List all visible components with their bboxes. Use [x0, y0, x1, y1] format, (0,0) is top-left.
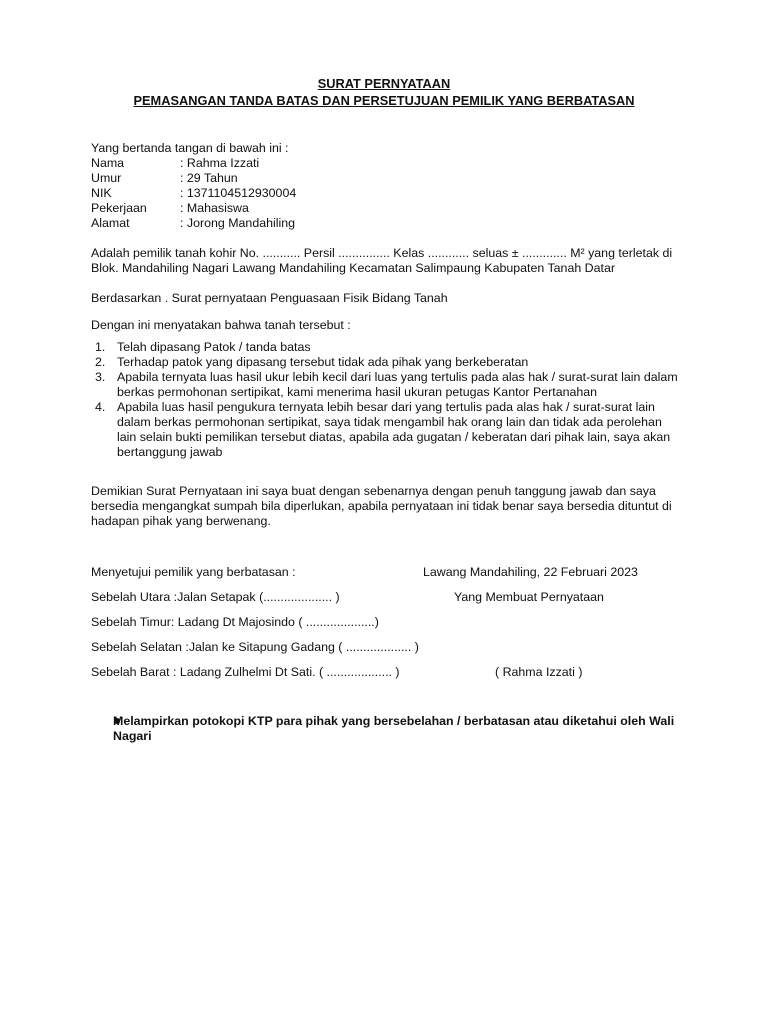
identity-value: : 29 Tahun — [180, 171, 238, 185]
identity-label: NIK — [91, 186, 112, 200]
identity-value: : Mahasiswa — [180, 201, 249, 215]
ownership-paragraph: Adalah pemilik tanah kohir No. ........... Persil ............... Kelas ............ seluas ± ............. M² yang terletak di Blok. Mandahiling Nagari Lawang Mandahiling Kecamatan Salimpaung Kabupaten Tanah Datar — [91, 246, 673, 275]
identity-label: Umur — [91, 171, 122, 185]
statement-list — [91, 340, 681, 460]
statement-intro: Dengan ini menyatakan bahwa tanah tersebut : — [91, 318, 351, 332]
list-item: 1. Telah dipasang Patok / tanda batas — [95, 340, 311, 354]
maker-label: Yang Membuat Pernyataan — [454, 590, 604, 604]
border-west: Sebelah Barat : Ladang Zulhelmi Dt Sati. ( ................... ) — [91, 665, 400, 679]
document-title: SURAT PERNYATAAN — [317, 76, 451, 91]
identity-label: Alamat — [91, 216, 130, 230]
attachment-note: Melampirkan potokopi KTP para pihak yang bersebelahan / berbatasan atau diketahui oleh Wali Nagari — [113, 714, 675, 743]
border-north: Sebelah Utara :Jalan Setapak (.................... ) — [91, 590, 340, 604]
list-item: 4. Apabila luas hasil pengukura ternyata lebih besar dari yang tertulis pada alas hak / surat-surat lain dalam berkas permohonan sertipikat, saya tidak mengambil hak orang lain dan tidak ada perolehan lain selain bukti pemilikan tersebut diatas, apabila ada gugatan / keberatan dari pihak lain, saya akan bertanggung jawab — [95, 400, 671, 459]
closing-paragraph: Demikian Surat Pernyataan ini saya buat dengan sebenarnya dengan penuh tanggung jawab dan saya bersedia mengangkat sumpah bila diperlukan, apabila pernyataan ini tidak benar saya bersedia dituntut di hadapan pihak yang berwenang. — [91, 484, 672, 528]
border-east: Sebelah Timur: Ladang Dt Majosindo ( ....................) — [91, 615, 379, 629]
identity-value: : 1371104512930004 — [180, 186, 297, 200]
list-item: 2. Terhadap patok yang dipasang tersebut tidak ada pihak yang berkeberatan — [95, 355, 529, 369]
border-south: Sebelah Selatan :Jalan ke Sitapung Gadang ( ................... ) — [91, 640, 419, 654]
approve-label: Menyetujui pemilik yang berbatasan : — [91, 565, 296, 579]
identity-label: Pekerjaan — [91, 201, 147, 215]
identity-label: Nama — [91, 156, 125, 170]
place-date: Lawang Mandahiling, 22 Februari 2023 — [423, 565, 638, 579]
document-subtitle: PEMASANGAN TANDA BATAS DAN PERSETUJUAN PEMILIK YANG BERBATASAN — [133, 93, 635, 108]
basis-text: Berdasarkan . Surat pernyataan Penguasaan Fisik Bidang Tanah — [91, 291, 448, 305]
identity-value: : Rahma Izzati — [180, 156, 260, 170]
maker-name: ( Rahma Izzati ) — [495, 665, 583, 679]
identity-value: : Jorong Mandahiling — [180, 216, 296, 230]
intro-text: Yang bertanda tangan di bawah ini : — [91, 141, 289, 155]
list-item: 3. Apabila ternyata luas hasil ukur lebih kecil dari luas yang tertulis pada alas hak / surat-surat lain dalam berkas permohonan sertipikat, kami menerima hasil ukuran petugas Kantor Pertanahan — [95, 370, 678, 399]
